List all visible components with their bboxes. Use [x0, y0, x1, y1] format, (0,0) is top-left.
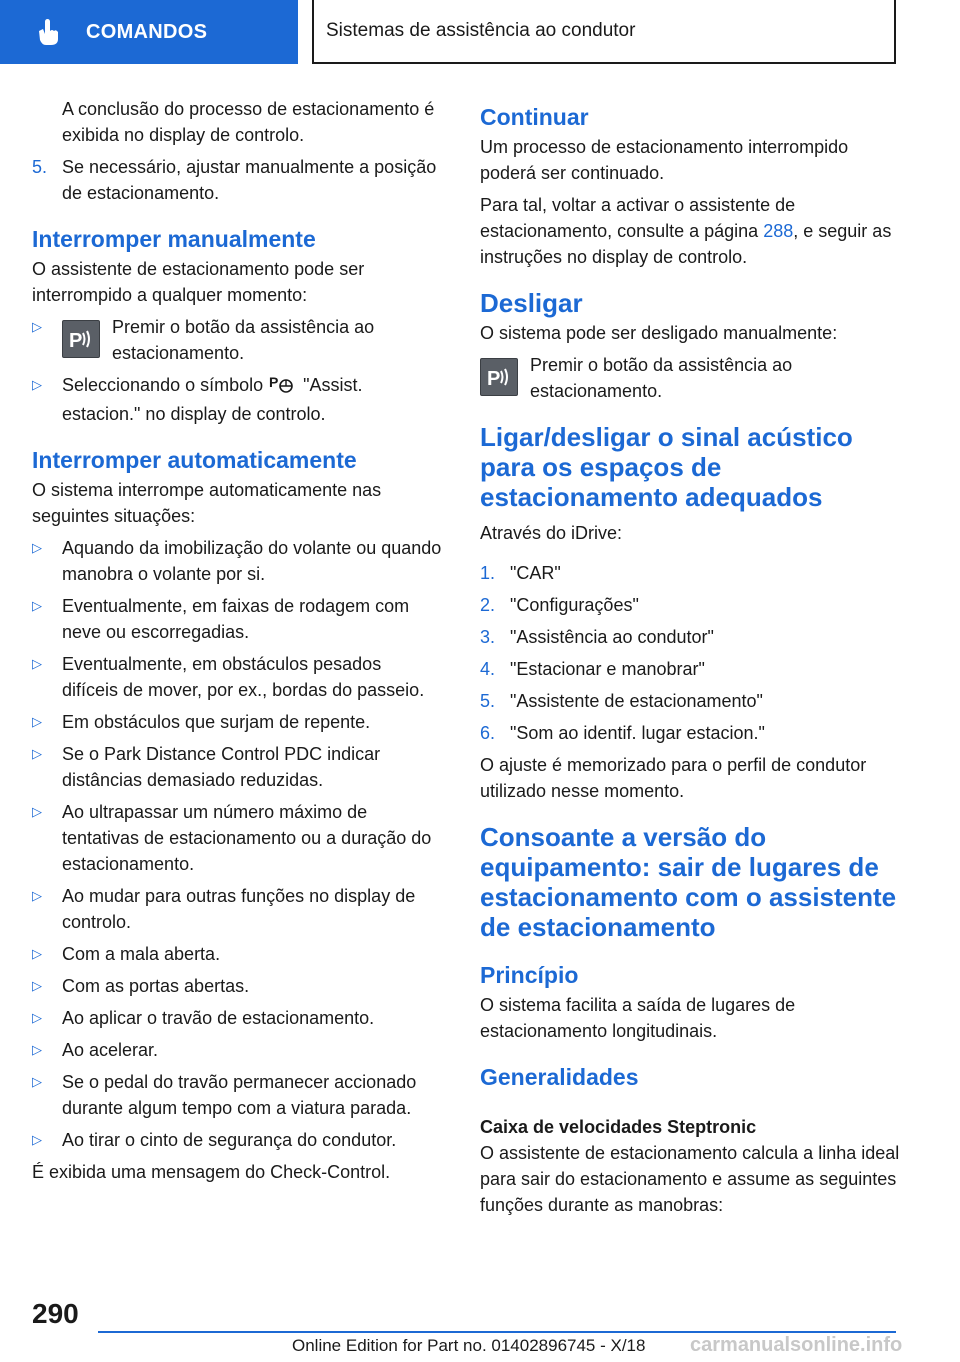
step-item [32, 154, 442, 206]
paragraph: O assistente de estacionamento pode ser interrompido a qualquer momento: [32, 259, 365, 305]
triangle-bullet-icon: ▷ [32, 598, 42, 613]
list-item: ▷ Se o Park Distance Control PDC indicar distâncias demasiado reduzidas. [32, 741, 442, 793]
footer-divider [98, 1331, 896, 1333]
list-item [32, 314, 442, 366]
triangle-bullet-icon: ▷ [32, 714, 42, 729]
triangle-bullet-icon: ▷ [32, 746, 42, 761]
list-item: ▷ Ao aplicar o travão de estacionamento. [32, 1005, 442, 1031]
page-link[interactable]: 288 [763, 221, 794, 241]
heading-continue: Continuar [480, 104, 589, 130]
parking-assist-button-icon [62, 320, 100, 358]
list-item-text: Premir o botão da assistência ao estacionamento. [112, 317, 375, 363]
heading-auto: Interromper automaticamente [32, 447, 357, 473]
paragraph: O sistema pode ser desligado manualmente: [480, 323, 838, 343]
list-item: ▷ Com a mala aberta. [32, 941, 442, 967]
step-item: 3. "Assistência ao condutor" [480, 627, 714, 647]
paragraph: Através do iDrive: [480, 523, 623, 543]
step-item: 5. "Assistente de estacionamento" [480, 691, 763, 711]
instruction-text: Premir o botão da assistência ao estacionamento. [530, 355, 793, 401]
triangle-bullet-icon: ▷ [32, 888, 42, 903]
list-item: ▷ Ao ultrapassar um número máximo de tentativas de estacionamento ou a duração do estacionamento. [32, 799, 442, 877]
list-item: ▷ Se o pedal do travão permanecer accionado durante algum tempo com a viatura parada. [32, 1069, 442, 1121]
step-text: A conclusão do processo de estacionamento é exibida no display de controlo. [62, 99, 435, 145]
edition-text: Online Edition for Part no. 01402896745 - X/18 [292, 1336, 646, 1355]
button-instruction [480, 352, 900, 404]
svg-text:P: P [69, 330, 83, 351]
parking-steering-symbol-icon [269, 372, 295, 401]
paragraph: Para tal, voltar a activar o assistente de estacionamento, consulte a página 288, e seguir as instruções no display de controlo. [480, 195, 892, 267]
paragraph: É exibida uma mensagem do Check-Control. [32, 1162, 391, 1182]
svg-text:P: P [269, 374, 279, 390]
list-item-text: Seleccionando o símbolo [62, 375, 264, 395]
right-column [480, 96, 900, 1224]
triangle-bullet-icon: ▷ [32, 1010, 42, 1025]
list-item-text: "Assist. estacion." no display de controlo. [62, 375, 363, 424]
step-text: Se necessário, ajustar manualmente a posição de estacionamento. [62, 157, 437, 203]
page-number: 290 [32, 1298, 79, 1329]
svg-text:P: P [487, 368, 501, 389]
triangle-bullet-icon: ▷ [32, 946, 42, 961]
section-title-box [312, 0, 896, 64]
step-item: 2. "Configurações" [480, 595, 639, 615]
heading-general: Generalidades [480, 1064, 639, 1090]
parking-assist-button-icon [480, 358, 518, 396]
triangle-bullet-icon: ▷ [32, 540, 42, 555]
heading-manual: Interromper manualmente [32, 226, 316, 252]
watermark: carmanualsonline.info [690, 1334, 903, 1356]
list-item [32, 372, 442, 427]
triangle-bullet-icon: ▷ [32, 656, 42, 671]
triangle-bullet-icon: ▷ [32, 978, 42, 993]
triangle-bullet-icon: ▷ [32, 319, 42, 334]
list-item: ▷ Eventualmente, em obstáculos pesados difíceis de mover, por ex., bordas do passeio. [32, 651, 442, 703]
list-item: ▷ Aquando da imobilização do volante ou quando manobra o volante por si. [32, 535, 442, 587]
list-item: ▷ Ao acelerar. [32, 1037, 442, 1063]
step-continuation [32, 96, 442, 148]
hand-pointer-icon [28, 12, 68, 52]
left-column [32, 96, 442, 1191]
heading-off: Desligar [480, 288, 583, 318]
heading-principle: Princípio [480, 962, 579, 988]
triangle-bullet-icon: ▷ [32, 377, 42, 392]
step-item: 4. "Estacionar e manobrar" [480, 659, 705, 679]
paragraph: O sistema interrompe automaticamente nas seguintes situações: [32, 480, 382, 526]
list-item: ▷ Ao tirar o cinto de segurança do condutor. [32, 1127, 442, 1153]
heading-exit: Consoante a versão do equipamento: sair de lugares de estacionamento com o assistente de estacionamento [480, 822, 897, 942]
step-number: 5. [32, 157, 48, 177]
triangle-bullet-icon: ▷ [32, 1074, 42, 1089]
paragraph: O ajuste é memorizado para o perfil de condutor utilizado nesse momento. [480, 755, 867, 801]
triangle-bullet-icon: ▷ [32, 1042, 42, 1057]
heading-signal: Ligar/desligar o sinal acústico para os espaços de estacionamento adequados [480, 422, 853, 512]
triangle-bullet-icon: ▷ [32, 1132, 42, 1147]
step-item: 1. "CAR" [480, 563, 561, 583]
chapter-tab [0, 0, 298, 64]
paragraph: Um processo de estacionamento interrompido poderá ser continuado. [480, 137, 849, 183]
chapter-title: COMANDOS [86, 20, 208, 43]
section-title: Sistemas de assistência ao condutor [326, 20, 636, 41]
auto-list [32, 535, 442, 1153]
list-item: ▷ Eventualmente, em faixas de rodagem com neve ou escorregadias. [32, 593, 442, 645]
list-item: ▷ Em obstáculos que surjam de repente. [32, 709, 442, 735]
list-item: ▷ Com as portas abertas. [32, 973, 442, 999]
paragraph: O assistente de estacionamento calcula a linha ideal para sair do estacionamento e assume as seguintes funções durante as manobras: [480, 1143, 900, 1215]
subheading-gearbox: Caixa de velocidades Steptronic [480, 1117, 757, 1137]
signal-steps [480, 560, 900, 746]
paragraph: O sistema facilita a saída de lugares de estacionamento longitudinais. [480, 995, 796, 1041]
list-item: ▷ Ao mudar para outras funções no display de controlo. [32, 883, 442, 935]
triangle-bullet-icon: ▷ [32, 804, 42, 819]
step-item: 6. "Som ao identif. lugar estacion." [480, 723, 765, 743]
